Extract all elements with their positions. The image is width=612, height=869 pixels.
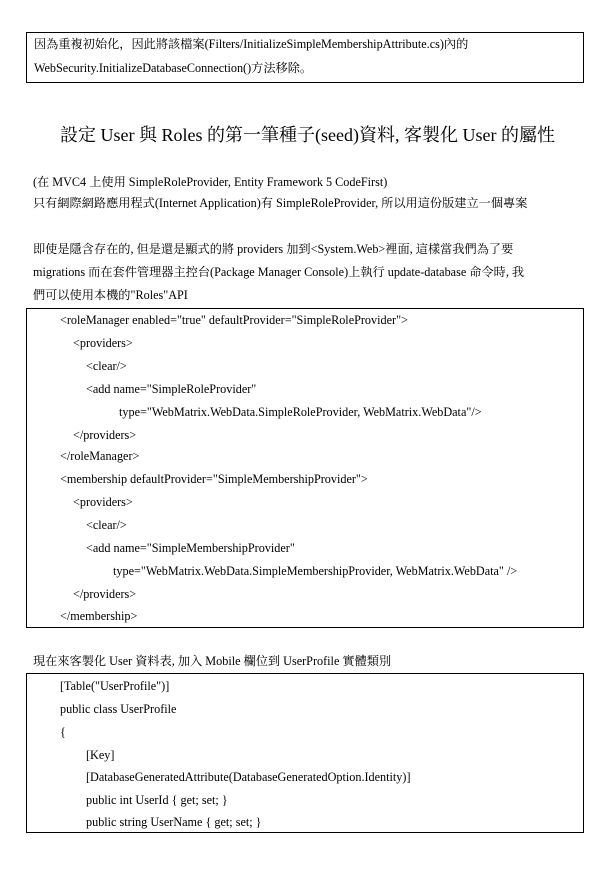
code-line: <add name="SimpleRoleProvider" — [86, 382, 257, 396]
code-line: </roleManager> — [60, 449, 140, 463]
code-line: public string UserName { get; set; } — [86, 815, 262, 829]
code-line: <providers> — [73, 495, 133, 509]
code-line: <add name="SimpleMembershipProvider" — [86, 541, 295, 555]
paragraph-line-2: migrations 而在套件管理器主控台(Package Manager Console)上執行 update-database 命令時, 我 — [33, 265, 525, 279]
code-block-providers — [26, 308, 584, 628]
code-line: [DatabaseGeneratedAttribute(DatabaseGeneratedOption.Identity)] — [86, 770, 411, 784]
code-line: <roleManager enabled="true" defaultProvider="SimpleRoleProvider"> — [60, 313, 408, 327]
paragraph-line-3: 們可以使用本機的"Roles"API — [33, 288, 188, 302]
intro-line-2: 只有網際網路應用程式(Internet Application)有 SimpleRoleProvider, 所以用這份版建立一個專案 — [33, 196, 528, 210]
code-line: { — [60, 725, 66, 739]
code-line: </membership> — [60, 609, 138, 623]
note-line-2: WebSecurity.InitializeDatabaseConnection()方法移除。 — [34, 61, 313, 75]
code-line: public int UserId { get; set; } — [86, 793, 228, 807]
code-line: public class UserProfile — [60, 702, 177, 716]
code-line: type="WebMatrix.WebData.SimpleMembershipProvider, WebMatrix.WebData" /> — [113, 564, 518, 578]
code-block-userprofile — [26, 673, 584, 833]
code-line: <clear/> — [86, 359, 127, 373]
paragraph-line-1: 即使是隱含存在的, 但是還是顯式的將 providers 加到<System.Web>裡面, 這樣當我們為了要 — [33, 242, 514, 256]
code-line: <providers> — [73, 336, 133, 350]
code-line: <clear/> — [86, 518, 127, 532]
note-box — [26, 32, 584, 83]
code-line: </providers> — [73, 428, 137, 442]
code-line: [Table("UserProfile")] — [60, 679, 170, 693]
section-heading: 設定 User 與 Roles 的第一筆種子(seed)資料, 客製化 User 的屬性 — [60, 125, 555, 145]
note-line-1: 因為重複初始化，因此將該檔案(Filters/InitializeSimpleMembershipAttribute.cs)內的 — [34, 37, 469, 51]
code-line: <membership defaultProvider="SimpleMembershipProvider"> — [60, 472, 368, 486]
code-line: [Key] — [86, 748, 115, 762]
intro-line-1: (在 MVC4 上使用 SimpleRoleProvider, Entity Framework 5 CodeFirst) — [33, 175, 388, 189]
code-line: type="WebMatrix.WebData.SimpleRoleProvider, WebMatrix.WebData"/> — [119, 405, 482, 419]
code-line: </providers> — [73, 587, 137, 601]
caption-userprofile: 現在來客製化 User 資料表, 加入 Mobile 欄位到 UserProfile 實體類別 — [33, 654, 392, 668]
